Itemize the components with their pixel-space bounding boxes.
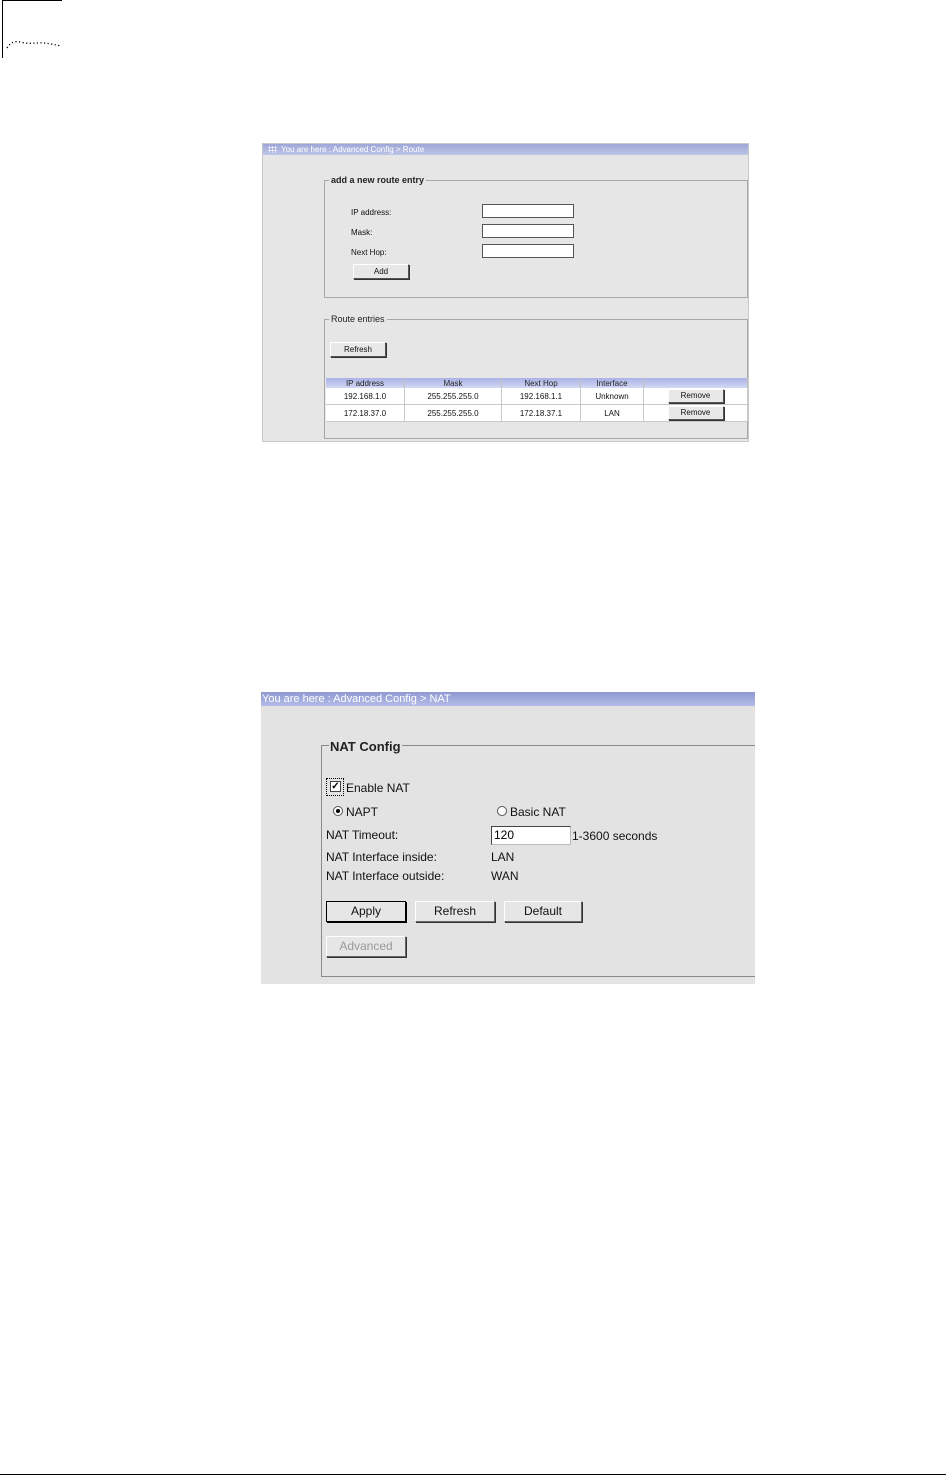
mask-input[interactable] bbox=[482, 224, 574, 238]
add-button[interactable]: Add bbox=[353, 264, 409, 279]
next-hop-label: Next Hop: bbox=[351, 248, 387, 257]
napt-radio[interactable] bbox=[333, 806, 343, 816]
route-screenshot bbox=[262, 143, 749, 442]
cell-action bbox=[644, 388, 748, 405]
route-entries-legend: Route entries bbox=[331, 314, 385, 324]
basic-nat-radio[interactable] bbox=[497, 806, 507, 816]
page-corner-mark bbox=[2, 0, 3, 58]
enable-nat-checkbox[interactable] bbox=[326, 778, 344, 796]
table-row bbox=[326, 388, 748, 405]
nat-screenshot bbox=[261, 692, 755, 984]
breadcrumb-text: You are here : Advanced Config > Route bbox=[281, 145, 425, 154]
table-row bbox=[326, 405, 748, 422]
add-route-fieldset bbox=[324, 175, 748, 298]
nat-config-legend: NAT Config bbox=[330, 739, 401, 754]
breadcrumb bbox=[263, 144, 748, 155]
cell-ip: 172.18.37.0 bbox=[326, 405, 405, 422]
remove-button[interactable]: Remove bbox=[668, 406, 724, 420]
basic-nat-label: Basic NAT bbox=[510, 805, 566, 819]
remove-button[interactable]: Remove bbox=[668, 389, 724, 403]
enable-nat-label: Enable NAT bbox=[346, 781, 410, 795]
column-header-ip: IP address bbox=[326, 378, 405, 388]
route-table bbox=[326, 378, 748, 422]
mask-label: Mask: bbox=[351, 228, 373, 237]
nat-interface-inside-label: NAT Interface inside: bbox=[326, 850, 437, 864]
cell-next-hop: 192.168.1.1 bbox=[502, 388, 581, 405]
add-route-legend: add a new route entry bbox=[331, 175, 425, 185]
nat-timeout-input[interactable]: 120 bbox=[491, 826, 571, 845]
nat-interface-outside-value: WAN bbox=[491, 869, 519, 883]
page-corner-mark-top bbox=[2, 0, 62, 1]
column-header-mask: Mask bbox=[405, 378, 502, 388]
grid-icon bbox=[268, 146, 277, 153]
nat-timeout-hint: 1-3600 seconds bbox=[572, 829, 658, 843]
column-header-interface: Interface bbox=[581, 378, 644, 388]
nat-interface-outside-label: NAT Interface outside: bbox=[326, 869, 445, 883]
cell-action bbox=[644, 405, 748, 422]
checkmark-icon: ✓ bbox=[331, 781, 340, 792]
apply-button[interactable]: Apply bbox=[326, 901, 406, 922]
dotted-curve-decoration bbox=[6, 36, 62, 50]
footer-rule bbox=[0, 1474, 946, 1475]
refresh-button[interactable]: Refresh bbox=[330, 342, 386, 357]
ip-address-input[interactable] bbox=[482, 204, 574, 218]
cell-ip: 192.168.1.0 bbox=[326, 388, 405, 405]
next-hop-input[interactable] bbox=[482, 244, 574, 258]
nat-timeout-label: NAT Timeout: bbox=[326, 828, 399, 842]
ip-address-label: IP address: bbox=[351, 208, 392, 217]
cell-mask: 255.255.255.0 bbox=[405, 405, 502, 422]
table-header-row bbox=[326, 378, 748, 388]
breadcrumb: You are here : Advanced Config > NAT bbox=[261, 692, 755, 706]
column-header-next-hop: Next Hop bbox=[502, 378, 581, 388]
cell-mask: 255.255.255.0 bbox=[405, 388, 502, 405]
cell-interface: Unknown bbox=[581, 388, 644, 405]
nat-interface-inside-value: LAN bbox=[491, 850, 515, 864]
column-header-action bbox=[644, 378, 748, 388]
napt-label: NAPT bbox=[346, 805, 379, 819]
advanced-button[interactable]: Advanced bbox=[326, 936, 406, 957]
cell-interface: LAN bbox=[581, 405, 644, 422]
default-button[interactable]: Default bbox=[504, 901, 582, 922]
cell-next-hop: 172.18.37.1 bbox=[502, 405, 581, 422]
refresh-button[interactable]: Refresh bbox=[415, 901, 495, 922]
